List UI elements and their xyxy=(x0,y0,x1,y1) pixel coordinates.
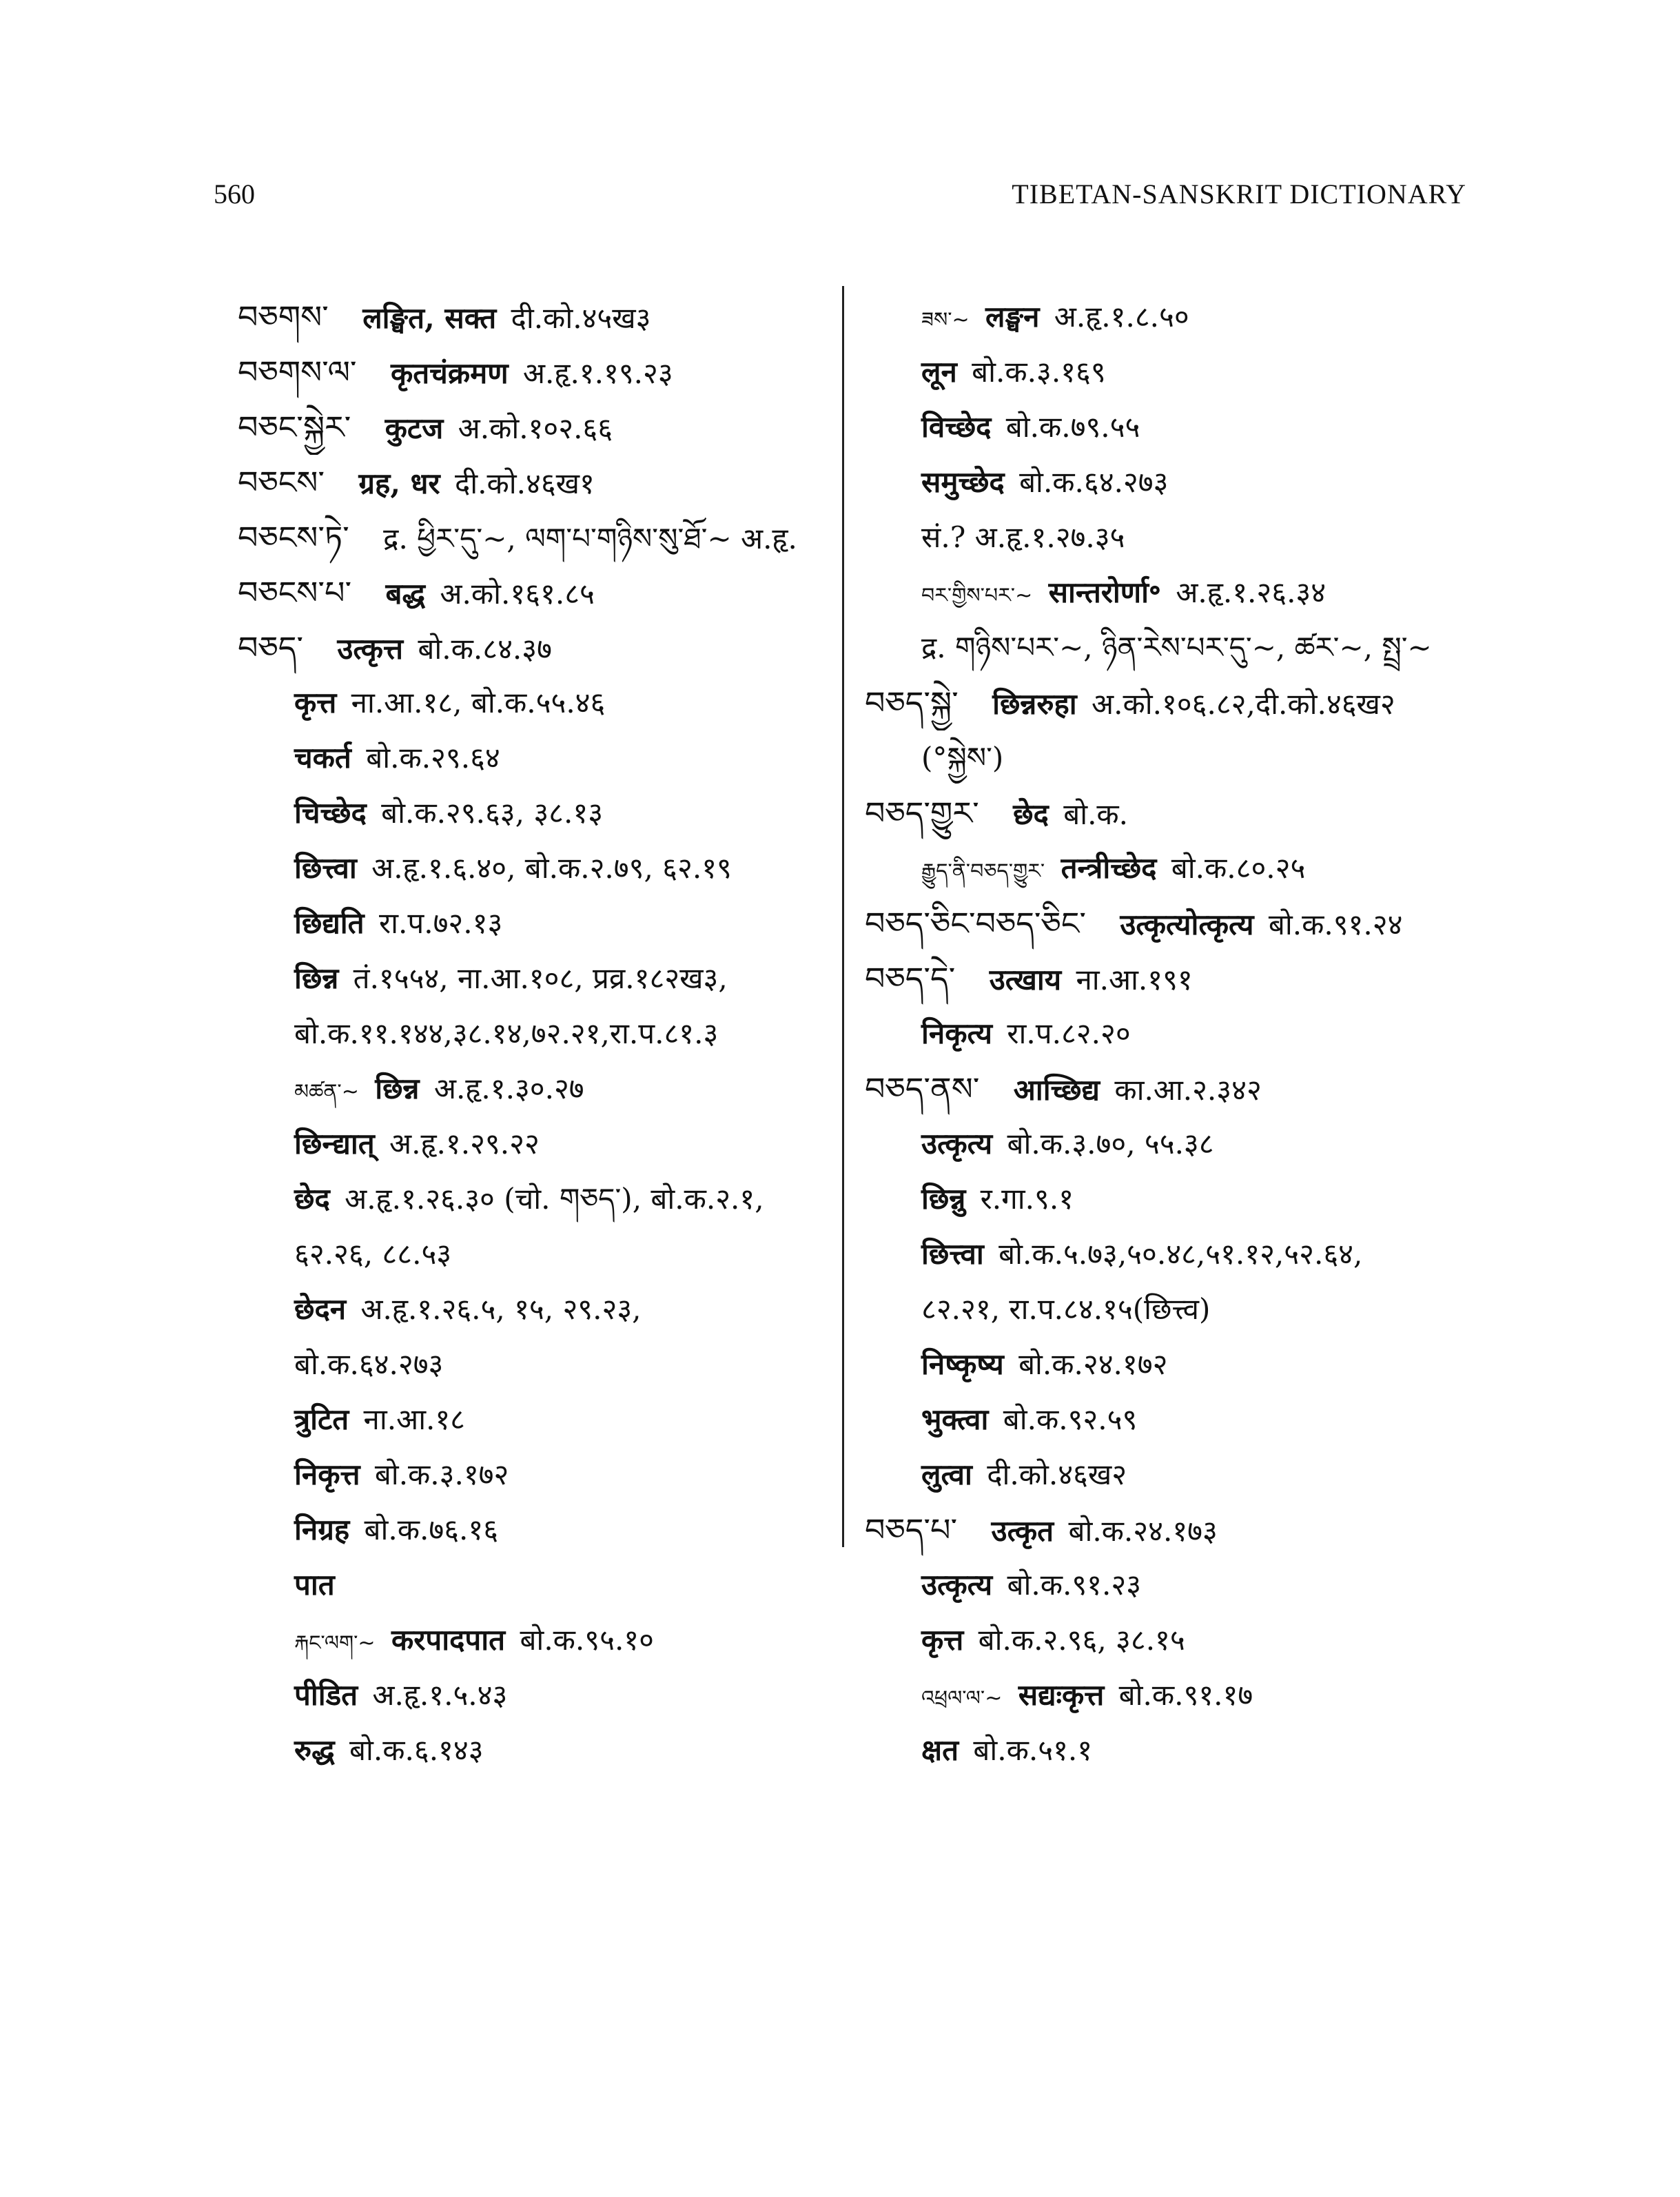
reference: दी.को.४५ख३ xyxy=(511,301,651,335)
dictionary-line xyxy=(238,1172,830,1227)
dictionary-line xyxy=(238,896,830,951)
sanskrit-term: लून xyxy=(921,355,957,389)
headword: བཅངས་ xyxy=(238,464,325,501)
reference: तं.१५५४, ना.आ.१०८, प्रव्र.१८२ख३, xyxy=(353,961,728,995)
sanskrit-term: चिच्छेद xyxy=(294,796,367,830)
dictionary-line xyxy=(865,675,1471,730)
headword: བཅད་ནས་ xyxy=(865,1070,980,1107)
sanskrit-term: निकृत्य xyxy=(921,1016,992,1050)
headword: བཅད་པ་ xyxy=(865,1511,958,1549)
reference: ना.आ.१८ xyxy=(363,1402,466,1436)
tibetan-prefix: རྒྱུད་ནི་བཅད་གྱུར་ xyxy=(921,859,1045,883)
dictionary-line xyxy=(865,730,1471,786)
sanskrit-term: छेद xyxy=(1013,797,1049,831)
dictionary-line xyxy=(238,510,830,565)
dictionary-line xyxy=(865,896,1471,951)
sanskrit-term: करपादपात xyxy=(391,1623,506,1657)
dictionary-line xyxy=(865,455,1471,510)
reference: बो.क.९२.५९ xyxy=(1003,1402,1138,1436)
dictionary-line xyxy=(238,400,830,455)
dictionary-line xyxy=(238,1227,830,1282)
dictionary-line xyxy=(865,400,1471,455)
headword: བཅངས་པ་ xyxy=(238,574,352,611)
sanskrit-term: छिद्यति xyxy=(294,906,365,940)
dictionary-line xyxy=(238,1668,830,1723)
reference: बो.क.२९.६४ xyxy=(366,741,500,775)
sanskrit-term: लुत्वा xyxy=(921,1458,972,1491)
dictionary-line xyxy=(238,1723,830,1778)
reference: बो.क.८०.२५ xyxy=(1171,851,1306,885)
sanskrit-term: कृतचंक्रमण xyxy=(390,356,509,390)
sanskrit-term: छिन्द्यात् xyxy=(294,1127,375,1161)
sanskrit-term: लङ्घित, सक्त xyxy=(362,301,497,335)
dictionary-line xyxy=(238,1502,830,1557)
dictionary-line xyxy=(238,1337,830,1392)
reference: बो.क.२.९६, ३८.१५ xyxy=(978,1623,1185,1657)
headword: བཅངས་ཏེ་ xyxy=(238,519,349,556)
dictionary-line xyxy=(238,1557,830,1613)
dictionary-line xyxy=(865,1006,1471,1061)
reference: रा.प.८२.२० xyxy=(1007,1016,1131,1050)
reference: अ.हृ.१.८.५० xyxy=(1054,300,1189,334)
dictionary-line xyxy=(238,289,830,345)
dictionary-line xyxy=(865,1172,1471,1227)
reference: बो.क.६४.२७३ xyxy=(294,1347,444,1381)
dictionary-line xyxy=(238,1006,830,1061)
dictionary-line xyxy=(865,1447,1471,1502)
dictionary-line xyxy=(865,289,1471,345)
headword: བཅགས་ xyxy=(238,298,329,336)
sanskrit-term: उत्कृत्त xyxy=(337,632,404,666)
tibetan-prefix: འཕྲལ་ལ་~ xyxy=(921,1686,1003,1710)
dictionary-line xyxy=(238,345,830,400)
sanskrit-term: उत्कृत्य xyxy=(921,1568,993,1602)
reference: अ.को.१०२.६६ xyxy=(458,411,613,445)
reference: अ.हृ.१.१९.२३ xyxy=(522,356,673,390)
sanskrit-term: छेद xyxy=(294,1182,330,1216)
dictionary-line xyxy=(865,565,1471,620)
dictionary-line xyxy=(238,1116,830,1172)
sanskrit-term: छिन्नु xyxy=(921,1182,966,1216)
dictionary-line xyxy=(865,841,1471,896)
sanskrit-term: पात xyxy=(294,1568,335,1602)
reference: बो.क.२४.१७२ xyxy=(1018,1347,1168,1381)
sanskrit-term: क्षत xyxy=(921,1733,959,1767)
sanskrit-term: छिन्नरुहा xyxy=(992,687,1077,721)
dictionary-line xyxy=(238,620,830,675)
dictionary-line xyxy=(865,1227,1471,1282)
sanskrit-term: छिन्न xyxy=(375,1072,420,1105)
sanskrit-term: उत्खाय xyxy=(989,963,1062,997)
headword: བཅང་སྐྱེར་ xyxy=(238,409,351,446)
sanskrit-term: कुटज xyxy=(385,411,444,445)
dictionary-line xyxy=(238,455,830,510)
reference: ८२.२१, रा.प.८४.१५(छित्त्व) xyxy=(921,1292,1211,1326)
dictionary-line xyxy=(865,1723,1471,1778)
dictionary-line xyxy=(865,1282,1471,1337)
tibetan-prefix: ཟས་~ xyxy=(921,308,970,332)
running-title: TIBETAN-SANSKRIT DICTIONARY xyxy=(1012,178,1466,210)
reference: बो.क.९१.२३ xyxy=(1007,1568,1142,1602)
reference: ना.आ.१९१ xyxy=(1076,963,1193,997)
sanskrit-term: रुद्ध xyxy=(294,1733,335,1767)
reference: का.आ.२.३४२ xyxy=(1114,1073,1262,1107)
dictionary-line xyxy=(238,1392,830,1447)
dictionary-line xyxy=(865,1613,1471,1668)
reference: दी.को.४६ख२ xyxy=(987,1458,1127,1491)
headword: བཅད་ xyxy=(238,629,304,666)
dictionary-line xyxy=(238,675,830,730)
reference: बो.क.९५.१० xyxy=(520,1623,654,1657)
right-column xyxy=(865,289,1471,1778)
page-number: 560 xyxy=(214,178,255,210)
dictionary-line xyxy=(238,565,830,620)
reference: (°སྐྱེས་) xyxy=(921,741,1004,775)
dictionary-line xyxy=(238,1447,830,1502)
dictionary-line xyxy=(238,951,830,1006)
sanskrit-term: चकर्त xyxy=(294,741,351,775)
reference: ६२.२६, ८८.५३ xyxy=(294,1237,452,1271)
dictionary-line xyxy=(238,786,830,841)
reference: अ.हृ.१.२६.३० (चो. གཅད་), बो.क.२.१, xyxy=(345,1182,764,1216)
dictionary-line xyxy=(238,730,830,786)
dictionary-line xyxy=(865,951,1471,1006)
reference: बो.क.७९.५५ xyxy=(1005,410,1140,444)
reference: अ.हृ.१.३०.२७ xyxy=(433,1072,584,1105)
reference: बो.क.६.१४३ xyxy=(349,1733,484,1767)
sanskrit-term: बद्ध xyxy=(385,577,426,611)
dictionary-line xyxy=(238,1061,830,1116)
reference: बो.क.९१.१७ xyxy=(1118,1678,1253,1712)
dictionary-line xyxy=(238,841,830,896)
sanskrit-term: भुक्त्वा xyxy=(921,1402,989,1436)
sanskrit-term: सान्तरोर्णा॰ xyxy=(1048,575,1161,609)
reference: सं.? अ.हृ.१.२७.३५ xyxy=(921,520,1125,554)
dictionary-line xyxy=(865,345,1471,400)
dictionary-line xyxy=(865,1557,1471,1613)
sanskrit-term: उत्कृत xyxy=(991,1514,1054,1548)
left-column xyxy=(238,289,830,1778)
dictionary-line xyxy=(865,1116,1471,1172)
reference: अ.को.१०६.८२,दी.को.४६ख२ xyxy=(1092,687,1395,721)
reference: बो.क.२९.६३, ३८.१३ xyxy=(381,796,604,830)
dictionary-line xyxy=(865,1061,1471,1116)
sanskrit-term: तन्त्रीच्छेद xyxy=(1061,851,1157,885)
sanskrit-term: छिन्न xyxy=(294,961,339,995)
headword: བཅད་ཅིང་བཅད་ཅིང་ xyxy=(865,905,1086,942)
tibetan-prefix: མཚན་~ xyxy=(294,1080,359,1104)
reference: अ.हृ.१.५.४३ xyxy=(372,1678,508,1712)
reference: बो.क.२४.१७३ xyxy=(1068,1514,1218,1548)
dictionary-line xyxy=(865,1392,1471,1447)
sanskrit-term: विच्छेद xyxy=(921,410,992,444)
reference: बो.क.६४.२७३ xyxy=(1019,465,1169,499)
sanskrit-term: निकृत्त xyxy=(294,1458,360,1491)
reference: दी.को.४६ख१ xyxy=(454,467,595,500)
sanskrit-term: उत्कृत्योत्कृत्य xyxy=(1120,908,1254,941)
tibetan-prefix: རྐང་ལག་~ xyxy=(294,1631,376,1655)
reference: र.गा.९.१ xyxy=(980,1182,1074,1216)
reference: अ.हृ.१.२६.३४ xyxy=(1176,575,1326,609)
sanskrit-term: समुच्छेद xyxy=(921,465,1005,499)
reference: द्र. གཉིས་པར་~, ཉིན་རེས་པར་དུ་~, ཚར་~, སྤྲ་~ xyxy=(921,631,1432,664)
sanskrit-term: त्रुटित xyxy=(294,1402,349,1436)
reference: बो.क.८४.३७ xyxy=(418,632,552,666)
reference: बो.क.७६.१६ xyxy=(364,1513,499,1546)
reference: बो.क.३.७०, ५५.३८ xyxy=(1007,1127,1214,1161)
reference: बो.क.११.१४४,३८.१४,७२.२१,रा.प.८१.३ xyxy=(294,1016,719,1050)
sanskrit-term: निष्कृष्य xyxy=(921,1347,1004,1381)
reference: अ.हृ.१.२६.५, १५, २९.२३, xyxy=(360,1292,642,1326)
reference: बो.क.३.१७२ xyxy=(374,1458,509,1491)
dictionary-line xyxy=(865,786,1471,841)
sanskrit-term: पीडित xyxy=(294,1678,358,1712)
column-divider xyxy=(842,286,844,1547)
sanskrit-term: लङ्घन xyxy=(985,300,1040,334)
reference: अ.हृ.१.२९.२२ xyxy=(389,1127,540,1161)
dictionary-line xyxy=(865,620,1471,675)
sanskrit-term: छित्त्वा xyxy=(921,1237,984,1271)
dictionary-line xyxy=(865,1668,1471,1723)
dictionary-line xyxy=(238,1613,830,1668)
reference: बो.क. xyxy=(1063,797,1129,831)
dictionary-line xyxy=(865,1337,1471,1392)
sanskrit-term: निग्रह xyxy=(294,1513,350,1546)
sanskrit-term: उत्कृत्य xyxy=(921,1127,993,1161)
reference: द्र. ཕྱིར་དུ་~, ལག་པ་གཉིས་སུ་ཐོ་~ अ.हृ. xyxy=(383,522,797,555)
reference: बो.क.५.७३,५०.४८,५१.१२,५२.६४, xyxy=(998,1237,1363,1271)
dictionary-line xyxy=(238,1282,830,1337)
tibetan-prefix: བར་གྱིས་པར་~ xyxy=(921,584,1033,608)
sanskrit-term: कृत्त xyxy=(921,1623,964,1657)
reference: बो.क.५१.१ xyxy=(973,1733,1093,1767)
sanskrit-term: छित्त्वा xyxy=(294,851,357,885)
sanskrit-term: कृत्त xyxy=(294,686,337,719)
reference: रा.प.७२.१३ xyxy=(378,906,503,940)
sanskrit-term: छेदन xyxy=(294,1292,347,1326)
headword: བཅད་སྐྱེ་ xyxy=(865,684,959,722)
reference: ना.आ.१८, बो.क.५५.४६ xyxy=(351,686,606,719)
headword: བཅགས་ལ་ xyxy=(238,354,357,391)
reference: बो.क.९१.२४ xyxy=(1268,908,1403,941)
reference: बो.क.३.१६९ xyxy=(972,355,1106,389)
sanskrit-term: ग्रह, धर xyxy=(358,467,440,500)
reference: अ.को.१६१.८५ xyxy=(440,577,595,611)
headword: བཅད་གྱུར་ xyxy=(865,795,979,832)
sanskrit-term: सद्यःकृत्त xyxy=(1018,1678,1105,1712)
dictionary-line xyxy=(865,510,1471,565)
reference: अ.हृ.१.६.४०, बो.क.२.७९, ६२.१९ xyxy=(371,851,732,885)
headword: བཅད་དེ་ xyxy=(865,960,956,997)
sanskrit-term: आच्छिद्य xyxy=(1013,1073,1100,1107)
dictionary-line xyxy=(865,1502,1471,1557)
